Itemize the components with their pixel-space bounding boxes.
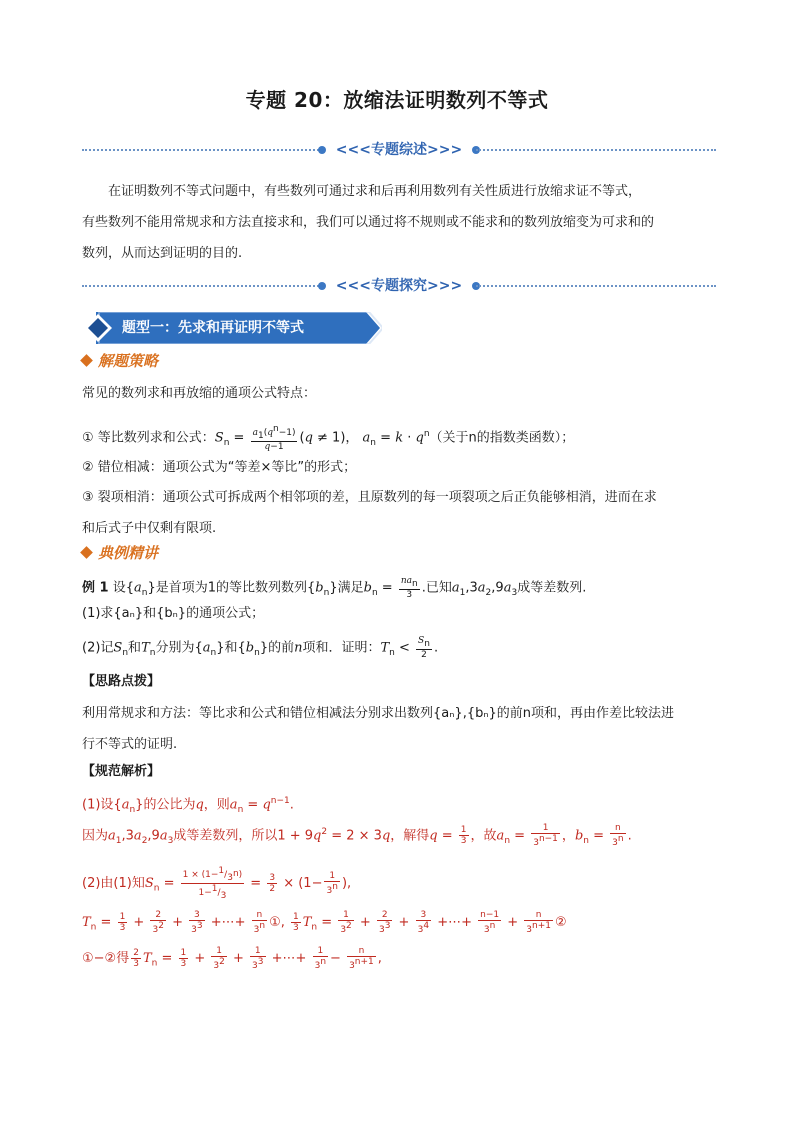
page-title: 专题 20：放缩法证明数列不等式	[245, 88, 549, 112]
solution-step-2: 因为$a_1,3a_2,9a_3$成等差数列，所以$1 + 9q^2 = 2 \times 3q$，解得q = $\frac{1}{3}$ ，故$a_n$ = $\frac{1}{3^{n-1}}$ ，$b_n$ = $\frac{n}{3^n}$ .	[82, 823, 632, 849]
solution-step-5: ①−②得 $\frac{2}{3}$ $T_n$ = $\frac{1}{3}$ + $\frac{1}{3^2}$ + $\frac{1}{3^3}$ +⋯+ $\frac{1}{3^n}$ − $\frac{n}{3^{n+1}}$ ,	[82, 946, 382, 971]
strategy-item-3b: 和后式子中仅剩有限项.	[82, 521, 217, 536]
topic-banner	[82, 312, 382, 344]
thought-line-1: 利用常规求和方法：等比求和公式和错位相减法分别求出数列{aₙ},{bₙ}的前n项和，再由作差比较法进	[82, 706, 675, 721]
example-heading: 典例精讲	[82, 542, 158, 563]
section-title-explore: <<<专题探究>>>	[335, 278, 463, 294]
solution-heading: 【规范解析】	[82, 764, 161, 779]
solution-step-3: (2)由(1)知$S_n$ = $\frac{1 \times (1-^1/_{3^n})}{1-^1/_3}$ = $\frac{3}{2}$ × (1− $\frac{1}{3^n}$ ),	[82, 866, 352, 901]
example-problem: 例 1 设$\{a_n\}$是首项为1的等比数列数列$\{b_n\}$满足$b_n$ = $\frac{na_n}{3}$ .已知$a_1,3a_2,9a_3$成等差数列.	[82, 576, 587, 600]
strategy-lead: 常见的数列求和再放缩的通项公式特点：	[82, 386, 317, 401]
strategy-item-3a: ③ 裂项相消：通项公式可拆成两个相邻项的差，且原数列的每一项裂项之后正负能够相消，进而在求	[82, 490, 657, 505]
strategy-item-2: ② 错位相减：通项公式为“等差×等比”的形式；	[82, 460, 357, 475]
section-divider-explore	[82, 276, 716, 296]
strategy-heading: 解题策略	[82, 350, 158, 371]
intro-line-3: 数列，从而达到证明的目的.	[82, 246, 243, 261]
diamond-icon	[80, 354, 93, 367]
solution-step-4: $T_n$ = $\frac{1}{3}$ + $\frac{2}{3^2}$ + $\frac{3}{3^3}$ +⋯+ $\frac{n}{3^n}$ ①, $\frac{1}{3}$ $T_n$ = $\frac{1}{3^2}$ + $\frac{2}{3^3}$ + $\frac{3}{3^4}$ +⋯+ $\frac{n-1}{3^n}$ + $\frac{n}{3^{n+1}}$ ②	[82, 910, 567, 935]
question-1: (1)求{aₙ}和{bₙ}的通项公式；	[82, 606, 265, 621]
section-title-overview: <<<专题综述>>>	[335, 142, 463, 158]
intro-line-1: 在证明数列不等式问题中，有些数列可通过求和后再利用数列有关性质进行放缩求证不等式，	[108, 184, 642, 199]
thought-heading: 【思路点拨】	[82, 674, 161, 689]
strategy-item-1: ① 等比数列求和公式：$S_n$ = $\frac{a_1(q^n-1)}{q-1}$ (q ≠ 1)， $a_n = k \cdot q^n$（关于n的指数类函数）；	[82, 424, 575, 452]
topic-banner-text: 题型一：先求和再证明不等式	[122, 320, 304, 336]
question-2: (2)记$S_n$和$T_n$分别为$\{a_n\}$和$\{b_n\}$的前n项和．证明：$T_n$ < $\frac{S_n}{2}$ .	[82, 636, 439, 660]
section-divider-overview	[82, 140, 716, 160]
thought-line-2: 行不等式的证明.	[82, 737, 178, 752]
solution-step-1: (1)设$\{a_n\}$的公比为q，则$a_n = q^{n-1}$.	[82, 796, 294, 815]
intro-line-2: 有些数列不能用常规求和方法直接求和，我们可以通过将不规则或不能求和的数列放缩变为可求和的	[82, 215, 655, 230]
diamond-icon	[80, 546, 93, 559]
